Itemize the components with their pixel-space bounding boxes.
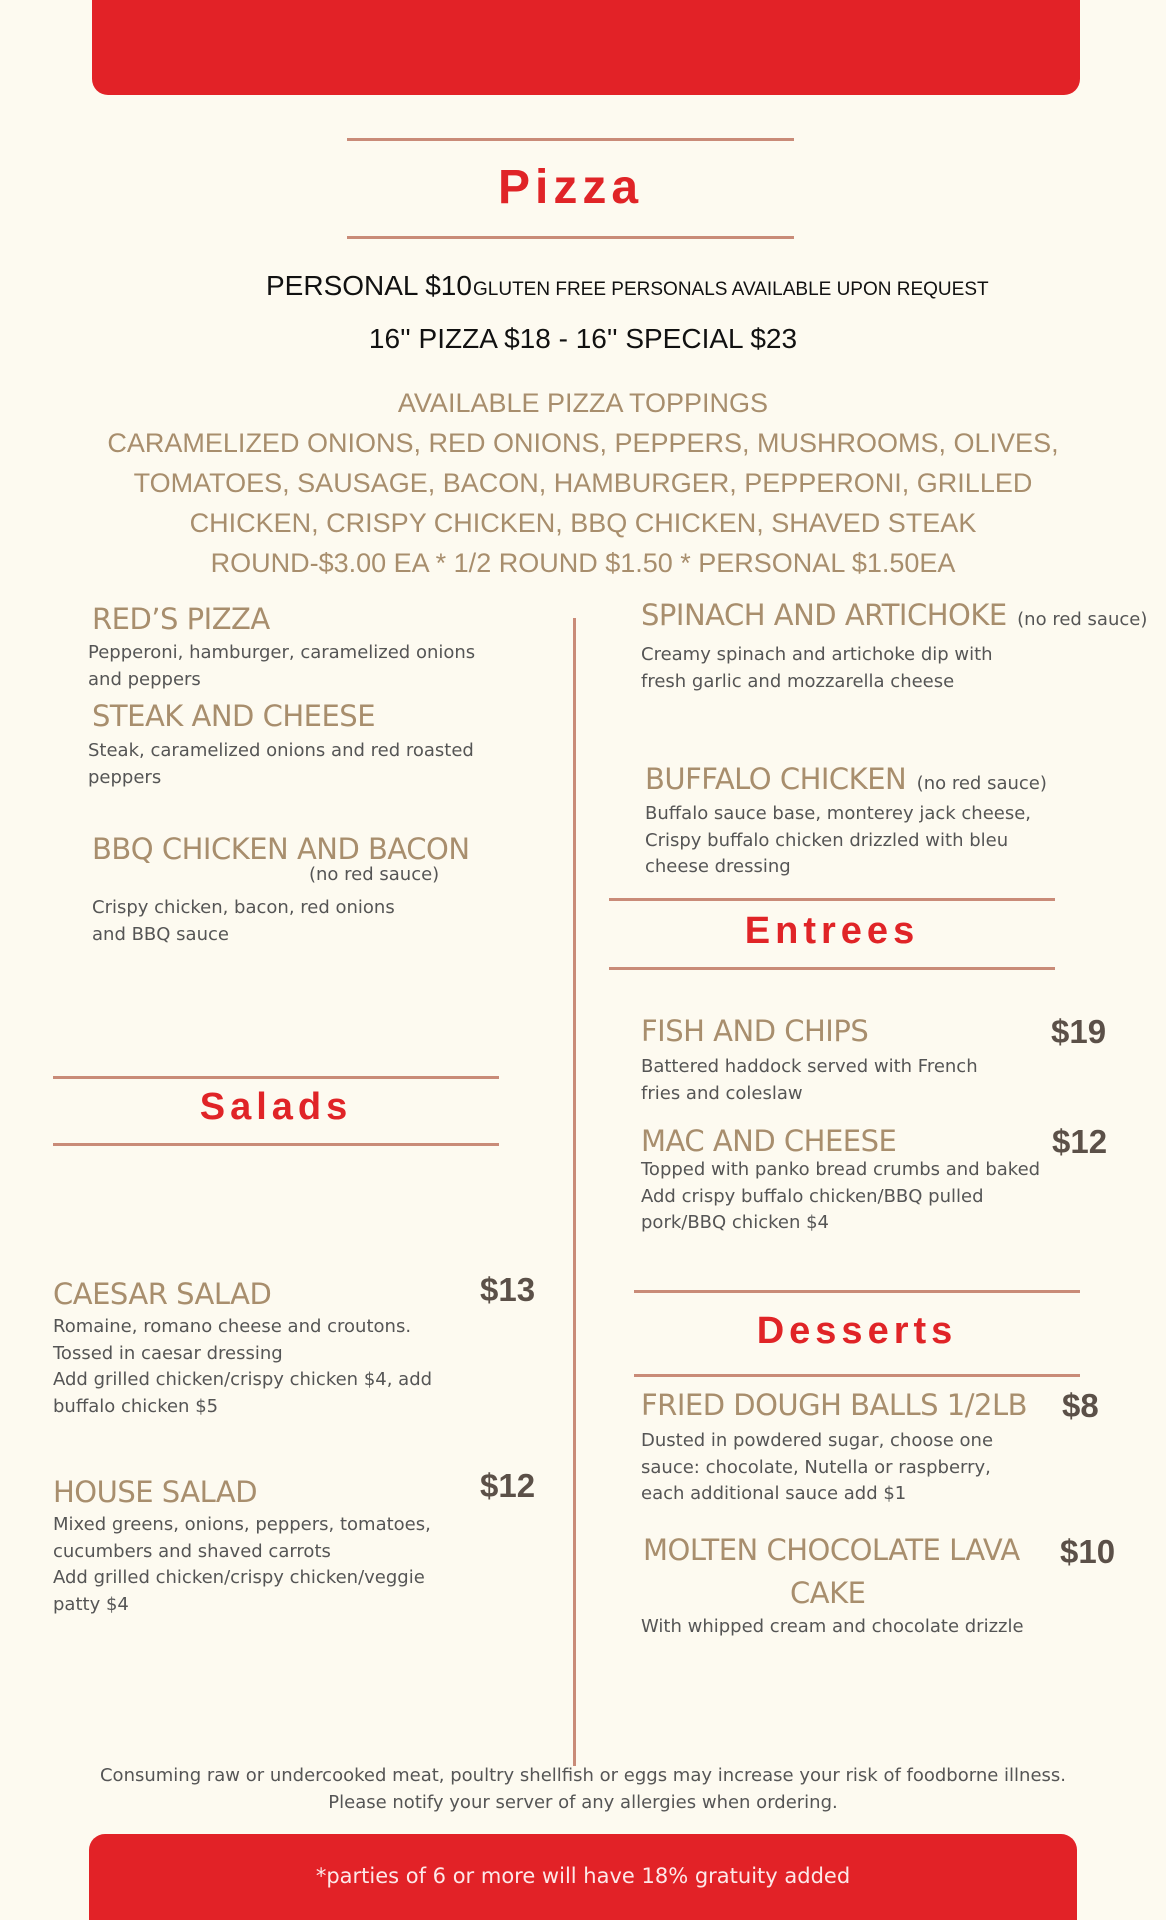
toppings-heading: AVAILABLE PIZZA TOPPINGS (397, 388, 769, 418)
menu-item-price: $10 (1060, 1533, 1116, 1570)
pizza-title: Pizza (497, 161, 644, 214)
salads-title: Salads (199, 1086, 353, 1128)
menu-item-name: FISH AND CHIPS (641, 1014, 869, 1048)
toppings-line-3: CHICKEN, CRISPY CHICKEN, BBQ CHICKEN, SHAVED STEAK (189, 508, 977, 538)
menu-item-desc: Buffalo sauce base, monterey jack cheese, Crispy buffalo chicken drizzled with bleu cheese dressing (645, 803, 1032, 877)
column-divider (573, 618, 576, 1766)
menu-item-name: BUFFALO CHICKEN (645, 762, 907, 796)
menu-item-desc: Battered haddock served with French fries and coleslaw (641, 1056, 978, 1104)
menu-item-desc: Topped with panko bread crumbs and baked Add crispy buffalo chicken/BBQ pulled pork/BBQ chicken $4 (641, 1159, 1041, 1233)
menu-item-name-continued: CAKE (790, 1576, 866, 1610)
gluten-free-note: GLUTEN FREE PERSONALS AVAILABLE UPON REQUEST (473, 279, 989, 300)
menu-item-heading (645, 762, 1047, 798)
menu-item-price: $19 (1051, 1013, 1107, 1050)
menu-item-note: (no red sauce) (1017, 609, 1148, 630)
menu-item-desc: Creamy spinach and artichoke dip with fresh garlic and mozzarella cheese (641, 644, 993, 692)
top-banner (92, 0, 1080, 95)
menu-item-price: $12 (480, 1467, 536, 1504)
menu-item-heading (641, 598, 1147, 634)
pizza-title-rule-top (347, 138, 794, 141)
menu-item-desc: With whipped cream and chocolate drizzle (641, 1616, 1024, 1637)
menu-item-desc: Pepperoni, hamburger, caramelized onions and peppers (88, 642, 476, 690)
menu-item-name: SPINACH AND ARTICHOKE (641, 598, 1007, 632)
menu-item-name: HOUSE SALAD (53, 1475, 258, 1509)
pizza-sizes: 16'' PIZZA $18 - 16'' SPECIAL $23 (368, 323, 798, 354)
salads-title-rule-bottom (53, 1143, 499, 1146)
menu-item-note: (no red sauce) (309, 864, 440, 885)
menu-item-name: RED’S PIZZA (92, 602, 270, 636)
entrees-title: Entrees (744, 910, 920, 952)
menu-item-name: MOLTEN CHOCOLATE LAVA (643, 1533, 1020, 1567)
menu-item-desc: Romaine, romano cheese and croutons. Tossed in caesar dressing Add grilled chicken/crispy chicken $4, add buffalo chicken $5 (53, 1316, 433, 1417)
menu-item-name: BBQ CHICKEN AND BACON (92, 832, 470, 866)
entrees-title-rule-top (609, 898, 1055, 901)
desserts-title-rule-top (634, 1290, 1080, 1293)
toppings-pricing: ROUND-$3.00 EA * 1/2 ROUND $1.50 * PERSONAL $1.50EA (210, 548, 956, 578)
desserts-title: Desserts (756, 1310, 958, 1352)
salads-title-rule-top (53, 1076, 499, 1079)
menu-item-name: MAC AND CHEESE (641, 1124, 897, 1158)
menu-item-name: FRIED DOUGH BALLS 1/2LB (641, 1388, 1028, 1422)
menu-item-price: $8 (1062, 1387, 1099, 1424)
menu-item-price: $13 (480, 1271, 536, 1308)
toppings-line-1: CARAMELIZED ONIONS, RED ONIONS, PEPPERS, MUSHROOMS, OLIVES, (107, 428, 1059, 458)
menu-item-name: STEAK AND CHEESE (92, 699, 376, 733)
health-disclaimer: Consuming raw or undercooked meat, poultry shellfish or eggs may increase your risk of foodborne illness. Please notify your server of any allergies when ordering. (99, 1765, 1066, 1813)
menu-item-desc: Steak, caramelized onions and red roasted peppers (88, 740, 474, 788)
menu-item-note: (no red sauce) (916, 773, 1047, 794)
toppings-line-2: TOMATOES, SAUSAGE, BACON, HAMBURGER, PEPPERONI, GRILLED (133, 468, 1033, 498)
desserts-title-rule-bottom (634, 1374, 1080, 1377)
menu-item-desc: Dusted in powdered sugar, choose one sauce: chocolate, Nutella or raspberry, each additional sauce add $1 (641, 1430, 994, 1504)
menu-item-price: $12 (1052, 1123, 1108, 1160)
menu-item-desc: Crispy chicken, bacon, red onions and BBQ sauce (92, 897, 395, 945)
pizza-personal-price: PERSONAL $10 (266, 270, 472, 301)
menu-item-name: CAESAR SALAD (53, 1277, 272, 1311)
pizza-title-rule-bottom (347, 236, 794, 239)
menu-item-desc: Mixed greens, onions, peppers, tomatoes, cucumbers and shaved carrots Add grilled chicken/crispy chicken/veggie patty $4 (53, 1514, 431, 1615)
entrees-title-rule-bottom (609, 967, 1055, 970)
gratuity-note: *parties of 6 or more will have 18% gratuity added (315, 1864, 851, 1888)
